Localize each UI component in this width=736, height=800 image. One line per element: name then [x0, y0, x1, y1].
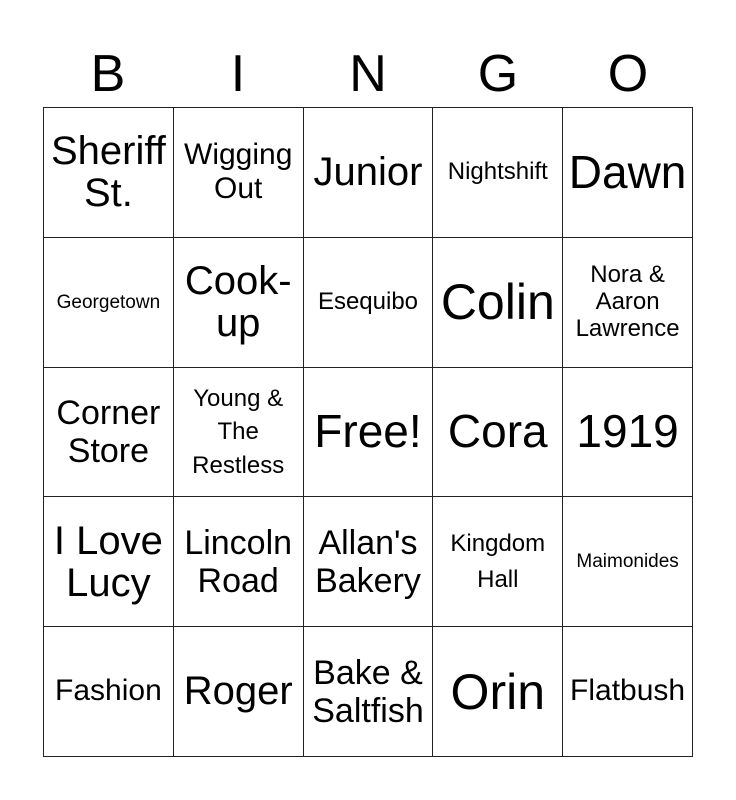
bingo-cell[interactable]: Bake & Saltfish: [304, 627, 434, 757]
bingo-cell[interactable]: Cora: [433, 368, 563, 498]
bingo-cell[interactable]: Orin: [433, 627, 563, 757]
header-letter-n: N: [349, 45, 387, 103]
bingo-cell[interactable]: Nightshift: [433, 108, 563, 238]
bingo-cell[interactable]: Nora & Aaron Lawrence: [563, 238, 693, 368]
bingo-cell[interactable]: Sheriff St.: [44, 108, 174, 238]
bingo-cell[interactable]: Dawn: [563, 108, 693, 238]
bingo-cell[interactable]: Esequibo: [304, 238, 434, 368]
bingo-cell[interactable]: Georgetown: [44, 238, 174, 368]
bingo-cell[interactable]: Junior: [304, 108, 434, 238]
header-letter-b: B: [90, 45, 126, 103]
bingo-grid: [43, 107, 693, 757]
bingo-cell[interactable]: Roger: [174, 627, 304, 757]
bingo-cell[interactable]: Free!: [304, 368, 434, 498]
header-letter-g: G: [477, 45, 519, 103]
bingo-cell[interactable]: Cook-up: [174, 238, 304, 368]
bingo-cell[interactable]: Kingdom Hall: [433, 497, 563, 627]
bingo-cell[interactable]: Lincoln Road: [174, 497, 304, 627]
bingo-cell[interactable]: Colin: [433, 238, 563, 368]
bingo-header: [43, 40, 693, 108]
bingo-cell[interactable]: Allan's Bakery: [304, 497, 434, 627]
bingo-cell[interactable]: Fashion: [44, 627, 174, 757]
bingo-cell[interactable]: 1919: [563, 368, 693, 498]
bingo-cell[interactable]: I Love Lucy: [44, 497, 174, 627]
bingo-cell[interactable]: Corner Store: [44, 368, 174, 498]
header-letter-o: O: [607, 45, 649, 103]
bingo-cell[interactable]: Young & The Restless: [174, 368, 304, 498]
bingo-cell[interactable]: Maimonides: [563, 497, 693, 627]
bingo-cell[interactable]: Wigging Out: [174, 108, 304, 238]
header-letter-i: I: [230, 45, 246, 103]
bingo-cell[interactable]: Flatbush: [563, 627, 693, 757]
